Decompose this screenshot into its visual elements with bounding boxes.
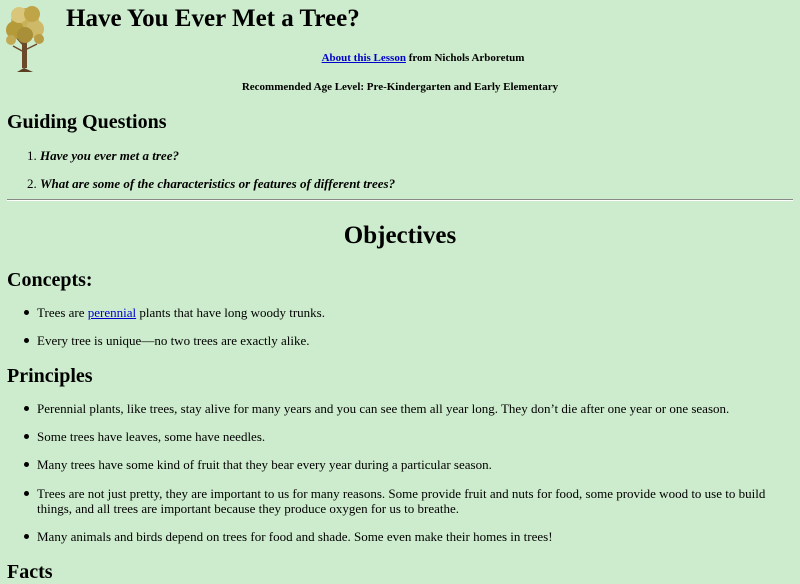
about-lesson-link[interactable]: About this Lesson	[321, 52, 406, 64]
list-item: Every tree is unique—no two trees are exactly alike.	[37, 333, 787, 348]
guiding-questions-heading: Guiding Questions	[7, 111, 167, 133]
objectives-heading: Objectives	[343, 222, 457, 249]
perennial-link[interactable]: perennial	[87, 305, 137, 320]
question-text: What are some of the characteristics or features of different trees?	[40, 176, 396, 191]
concepts-heading: Concepts:	[7, 269, 93, 291]
list-item: Many animals and birds depend on trees for food and shade. Some even make their homes in trees!	[37, 529, 787, 544]
list-item: Trees are not just pretty, they are important to us for many reasons. Some provide fruit and nuts for food, some provide wood to use to build things, and all trees are important because they produce oxygen for us to breathe.	[37, 486, 787, 516]
concept-text-end: plants that have long woody trunks.	[136, 305, 325, 320]
list-item: Some trees have leaves, some have needles.	[37, 429, 787, 444]
list-item: Perennial plants, like trees, stay alive for many years and you can see them all year long. They don’t die after one year or one season.	[37, 401, 787, 416]
list-number: 1.	[27, 148, 37, 163]
age-level-text: Recommended Age Level: Pre-Kindergarten and Early Elementary	[241, 81, 559, 93]
list-item	[27, 176, 395, 192]
principles-heading: Principles	[7, 365, 93, 387]
list-number: 2.	[27, 176, 37, 191]
facts-heading: Facts	[7, 561, 53, 583]
about-source-text: from Nichols Arboretum	[405, 52, 525, 64]
divider	[7, 199, 793, 201]
concept-text-start: Trees are	[37, 305, 88, 320]
list-item: Many trees have some kind of fruit that they bear every year during a particular season.	[37, 457, 787, 472]
about-line	[0, 52, 800, 64]
list-item	[27, 148, 179, 164]
list-item	[37, 305, 787, 320]
page-title: Have You Ever Met a Tree?	[66, 5, 360, 32]
question-text: Have you ever met a tree?	[40, 148, 179, 163]
